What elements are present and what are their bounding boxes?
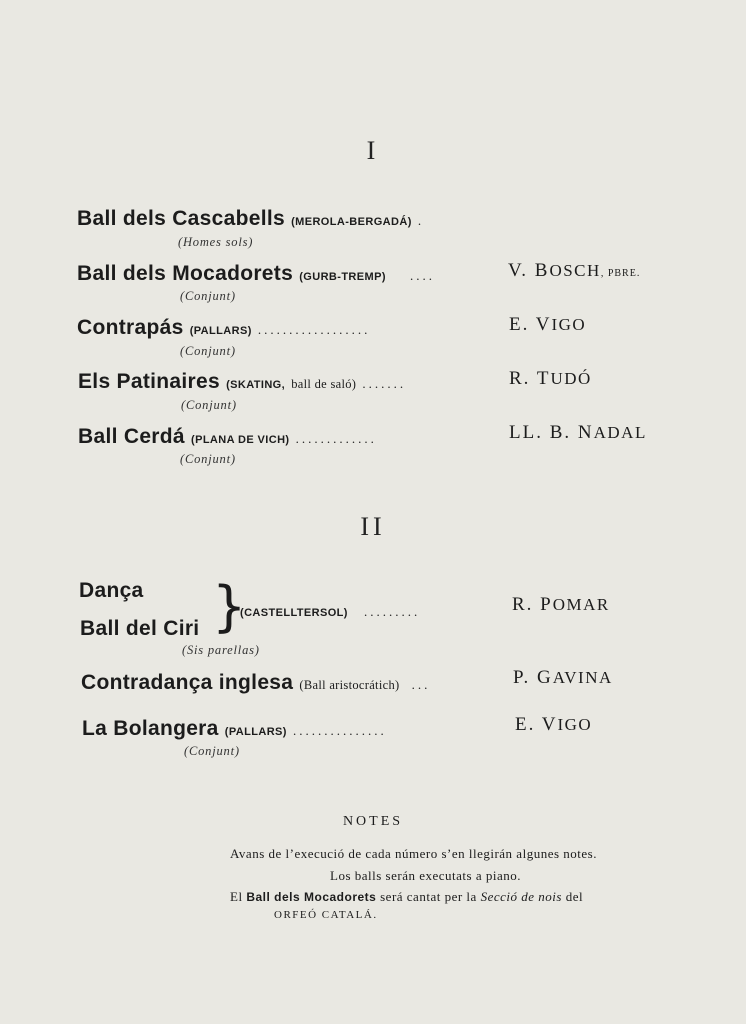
leader-dots: .... — [410, 268, 436, 283]
entry-subtitle: (Sis parellas) — [182, 643, 260, 657]
brace-icon: } — [212, 575, 247, 638]
entry-subtitle: (Conjunt) — [184, 744, 240, 758]
entry-title-line — [78, 425, 377, 449]
entry-title: La Bolangera — [82, 717, 219, 740]
entry-title-line — [77, 316, 370, 340]
leader-dots: ............... — [292, 723, 387, 738]
entry-origin: (PALLARS) — [224, 726, 287, 738]
entry-origin-note: ball de saló) — [291, 377, 357, 391]
entry-author: E. VIGO — [509, 314, 587, 335]
leader-dots: ............. — [295, 431, 377, 446]
entry-title-line — [82, 717, 387, 741]
entry-title: Ball dels Cascabells — [77, 207, 285, 230]
note-line: ORFEÓ CATALÁ. — [274, 909, 378, 921]
leader-dots: .................. — [257, 322, 371, 337]
entry-title-line — [77, 207, 424, 231]
entry-subtitle: (Conjunt) — [180, 344, 236, 358]
leader-dots: ......... — [363, 604, 421, 619]
notes-heading: NOTES — [342, 814, 404, 829]
entry-subtitle: (Homes sols) — [178, 235, 254, 249]
entry-subtitle: (Conjunt) — [180, 289, 236, 303]
section-numeral-i: I — [366, 136, 380, 165]
entry-title: Ball Cerdá — [78, 425, 185, 448]
entry-author: R. TUDÓ — [509, 368, 592, 389]
entry-author: R. POMAR — [512, 594, 610, 615]
entry-title-alt: Ball del Ciri — [80, 617, 200, 640]
entry-title: Ball dels Mocadorets — [77, 262, 294, 285]
note-line: Avans de l’execució de cada número s’en llegirán algunes notes. — [230, 846, 597, 861]
entry-title-line — [77, 262, 435, 286]
entry-origin: (SKATING, — [226, 379, 286, 391]
entry-subtitle: (Conjunt) — [181, 398, 237, 412]
entry-origin: (MEROLA-BERGADÁ) — [291, 216, 412, 228]
entry-title: Dança — [79, 579, 144, 602]
entry-origin: (GURB-TREMP) — [299, 271, 386, 283]
entry-origin-note: (Ball aristocrátich) — [299, 678, 400, 692]
entry-origin: (PALLARS) — [189, 325, 252, 337]
entry-subtitle: (Conjunt) — [180, 452, 236, 466]
entry-origin-line — [240, 598, 420, 622]
entry-title: Els Patinaires — [78, 370, 220, 393]
note-line: Los balls serán executats a piano. — [330, 868, 521, 883]
entry-origin: (PLANA DE VICH) — [191, 434, 290, 446]
leader-dots: ... — [411, 677, 431, 692]
entry-title: Contrapás — [77, 316, 184, 339]
entry-author: V. BOSCH, PBRE. — [508, 260, 641, 281]
note-line: El Ball dels Mocadorets será cantat per la Secció de nois del — [230, 889, 584, 904]
section-numeral-ii: II — [360, 512, 386, 541]
entry-author: P. GAVINA — [513, 667, 613, 688]
entry-author: LL. B. NADAL — [509, 422, 647, 443]
entry-title: Contradança inglesa — [81, 671, 294, 694]
leader-dots: ....... — [362, 376, 407, 391]
leader-dots: . — [417, 213, 425, 228]
entry-origin: (CASTELLTERSOL) — [240, 607, 348, 619]
entry-author: E. VIGO — [515, 714, 593, 735]
entry-title-line — [78, 370, 406, 394]
entry-title-line — [81, 671, 430, 695]
